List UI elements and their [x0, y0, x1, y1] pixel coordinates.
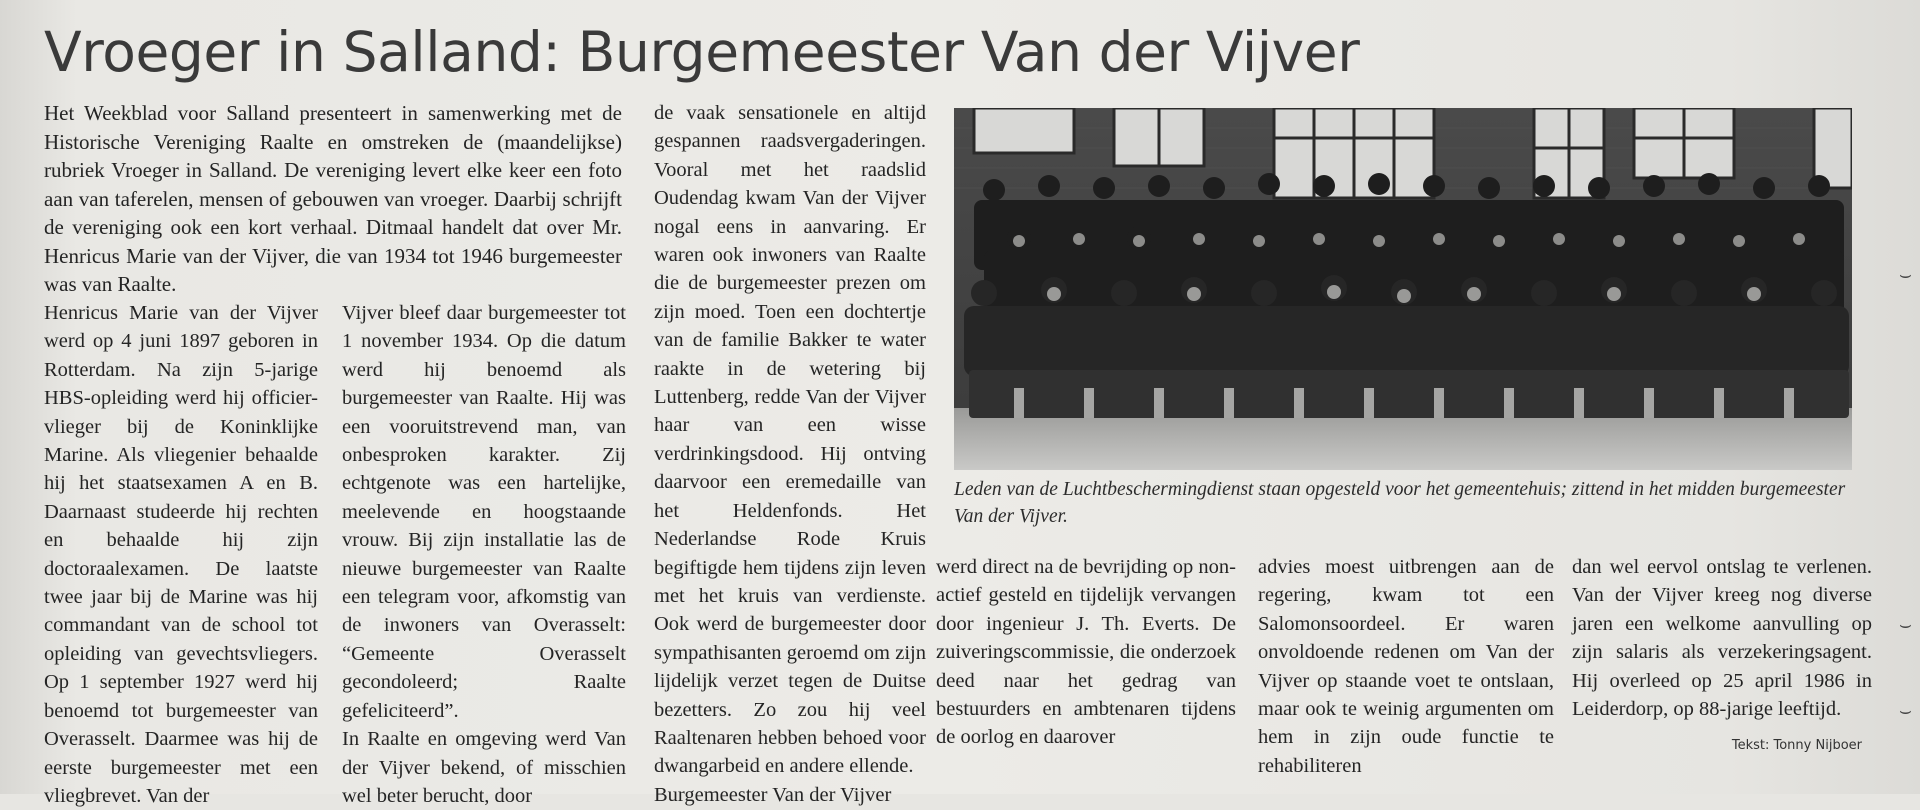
text-column-6 — [1572, 553, 1872, 723]
text-column-5 — [1258, 553, 1554, 780]
text-column-1 — [44, 299, 318, 810]
column-1-text: Henricus Marie van der Vijver werd op 4 juni 1897 geboren in Rotterdam. Na zijn 5-jarige HBS-opleiding werd hij officier-vlieger bij de Koninklijke Marine. Als vliegenier behaalde hij het staatsexamen A en B. Daarnaast studeerde hij rechten en behaalde hij zijn doctoraalexamen. De laatste twee jaar bij de Marine was hij commandant van de school tot opleiding van gevechtsvliegers. Op 1 september 1927 werd hij benoemd tot burgemeester van Overasselt. Daarmee was hij de eerste burgemeester met een vliegbrevet. Van der — [44, 302, 318, 807]
page-edge-mark-icon: ⌣ — [1898, 612, 1912, 636]
column-5-text: advies moest uitbrengen aan de regering, kwam tot een Salomonsoordeel. Er waren onvoldoende redenen om Van der Vijver op staande voet te ontslaan, maar ook te weinig argumenten om hem in zijn oude functie te rehabiliteren — [1258, 556, 1554, 777]
column-2-paragraph-2: In Raalte en omgeving werd Van der Vijver bekend, of misschien wel beter berucht, door — [342, 728, 626, 807]
text-column-3 — [654, 99, 926, 809]
column-2-paragraph-1: Vijver bleef daar burgemeester tot 1 november 1934. Op die datum werd hij benoemd als burgemeester van Raalte. Hij was een vooruitstrevend man, van onbesproken karakter. Zij echtgenote was een hartelijke, meelevende en hoogstaande vrouw. Bij zijn installatie las de nieuwe burgemeester van Raalte een telegram voor, afkomstig van de inwoners van Overasselt: “Gemeente Overasselt gecondoleerd; Raalte gefeliciteerd”. — [342, 302, 626, 722]
historic-group-photo — [954, 108, 1852, 470]
page-edge-mark-icon: ⌣ — [1898, 698, 1912, 722]
article-title: Vroeger in Salland: Burgemeester Van der Vijver — [44, 20, 1360, 84]
group-photo-illustration — [954, 108, 1852, 470]
photo-caption: Leden van de Luchtbeschermingdienst staan opgesteld voor het gemeentehuis; zittend in het midden burgemeester Van der Vijver. — [954, 479, 1846, 527]
author-credit: Tekst: Tonny Nijboer — [1731, 738, 1862, 753]
column-3-paragraph-2: Burgemeester Van der Vijver — [654, 783, 892, 806]
column-4-text: werd direct na de bevrijding op non-actief gesteld en tijdelijk vervangen door ingenieur J. Th. Everts. De zuiveringscommissie, die onderzoek deed naar het gedrag van bestuurders en ambtenaren tijdens de oorlog en daarover — [936, 556, 1236, 749]
intro-paragraph: Het Weekblad voor Salland presenteert in samenwerking met de Historische Vereniging Raalte en omstreken de (maandelijkse) rubriek Vroeger in Salland. De vereniging levert elke keer een foto aan van taferelen, mensen of gebouwen van vroeger. Daarbij schrijft de vereniging ook een kort verhaal. Ditmaal handelt dat over Mr. Henricus Marie van der Vijver, die van 1934 tot 1946 burgemeester was van Raalte. — [44, 101, 622, 296]
text-column-4 — [936, 553, 1236, 752]
column-6-text: dan wel eervol ontslag te verlenen. Van der Vijver kreeg nog diverse jaren een welkome aanvulling op zijn salaris als verzekeringsagent. Hij overleed op 25 april 1986 in Leiderdorp, op 88-jarige leeftijd. — [1572, 556, 1872, 721]
article-intro — [44, 99, 622, 299]
text-column-2 — [342, 299, 626, 810]
column-3-text: de vaak sensationele en altijd gespannen raadsvergaderingen. Vooral met het raadslid Oudendag kwam Van der Vijver nogal eens in aanvaring. Er waren ook inwoners van Raalte die de burgemeester prezen om zijn moed. Toen een dochtertje van de familie Bakker te water raakte in de wetering bij Luttenberg, redde Van der Vijver haar van een wisse verdrinkingsdood. Hij ontving daarvoor een eremedaille van het Heldenfonds. Het Nederlandse Rode Kruis begiftigde hem tijdens zijn leven met het kruis van verdienste. Ook werd de burgemeester door sympathisanten geroemd om zijn lijdelijk verzet tegen de Duitse bezetters. Zo zou hij veel Raaltenaren hebben behoed voor dwangarbeid en andere ellende. — [654, 102, 926, 778]
page-edge-mark-icon: ⌣ — [1898, 262, 1912, 286]
